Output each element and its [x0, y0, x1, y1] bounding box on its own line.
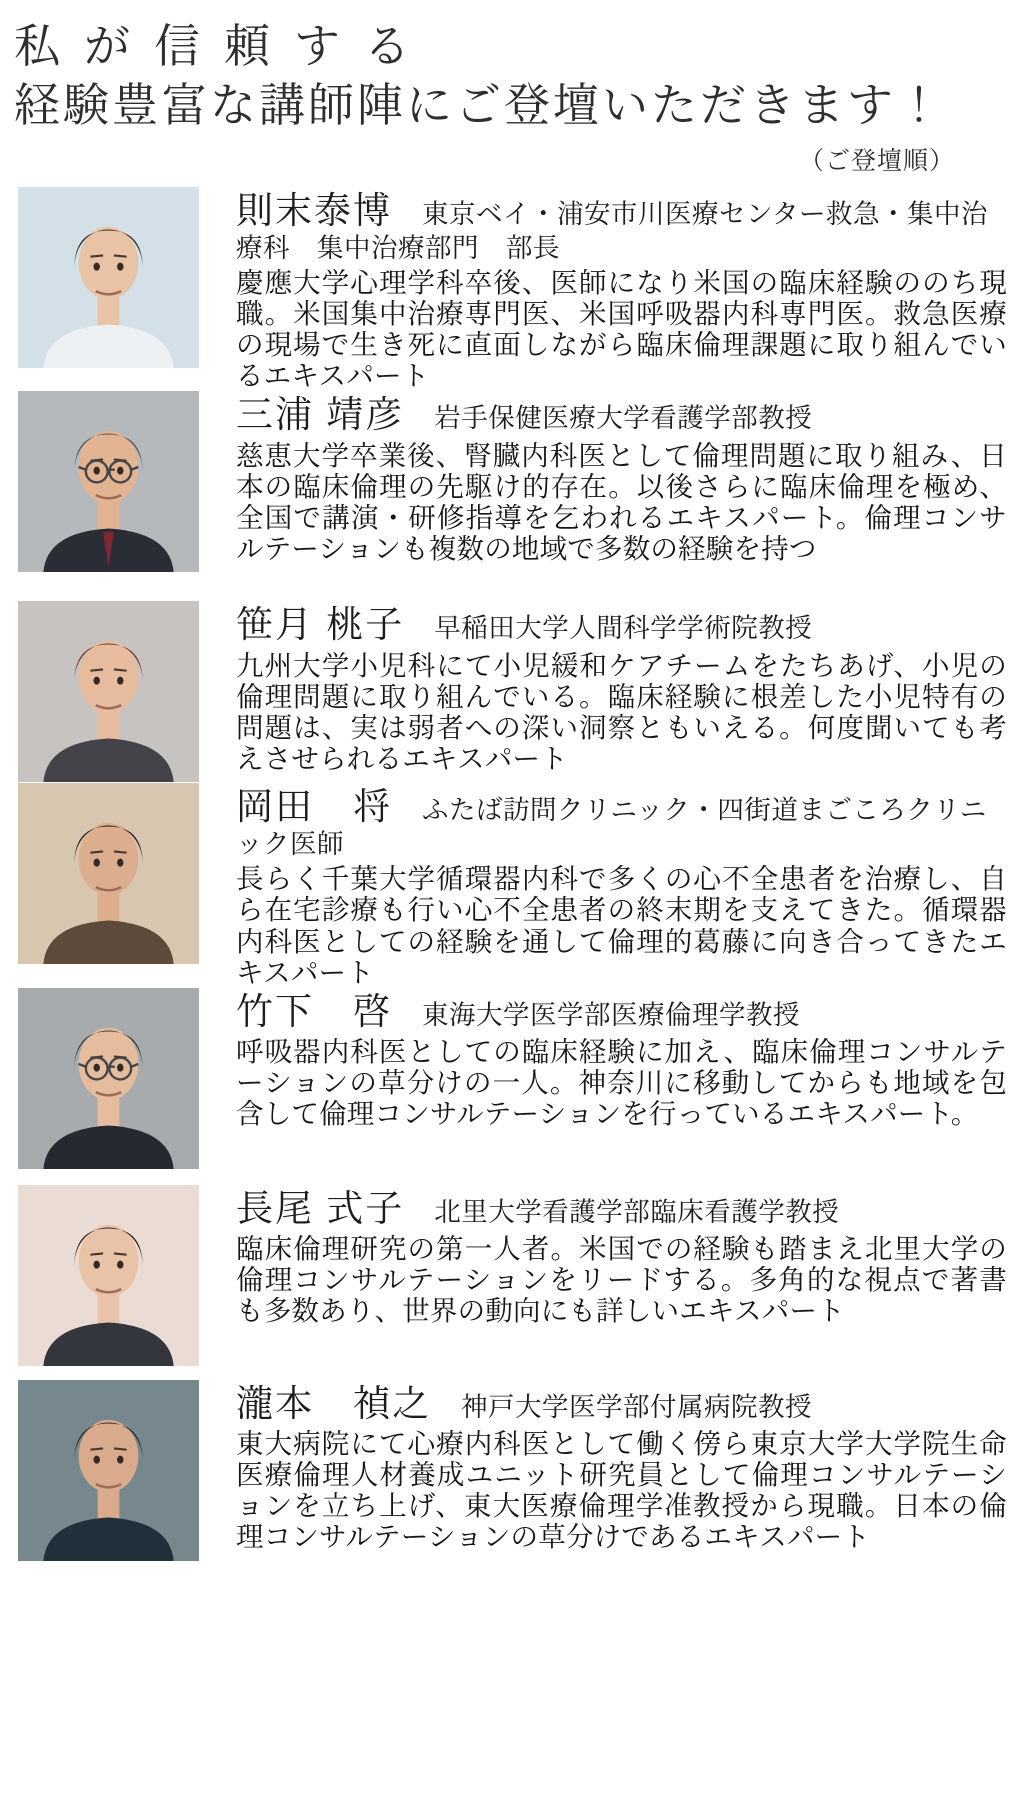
portrait-eye-left [93, 859, 100, 867]
portrait-eye-left [93, 677, 100, 685]
speaker-photo [18, 988, 199, 1169]
speaker-name-line [236, 785, 1007, 860]
speaker-bio: 呼吸器内科医としての臨床経験に加え、臨床倫理コンサルテーションの草分けの一人。神奈川に移動してからも地域を包含して倫理コンサルテーションを行っているエキスパート。 [236, 1036, 1007, 1130]
portrait-eye-right [117, 1063, 124, 1071]
speaker-info [236, 785, 1007, 987]
speaker-row-takeshita [18, 988, 1007, 1185]
speaker-affiliation: 岩手保健医療大学看護学部教授 [434, 403, 813, 434]
speaker-name: 岡田 将 [236, 786, 392, 828]
speaker-name-line [236, 393, 1007, 437]
speaker-row-okada [18, 783, 1007, 987]
speaker-name-line [236, 990, 1007, 1034]
speaker-bio: 長らく千葉大学循環器内科で多くの心不全患者を治療し、自ら在宅診療も行い心不全患者の終末期を支えてきた。循環器内科医としての経験を通して倫理的葛藤に向き合ってきたエキスパート [236, 863, 1007, 988]
portrait-eye-left [93, 1063, 100, 1071]
speaker-affiliation: 東海大学医学部医療倫理学教授 [422, 999, 800, 1030]
speaker-affiliation: 神戸大学医学部付属病院教授 [461, 1391, 812, 1422]
portrait-eye-right [117, 859, 124, 867]
speaker-name: 則末泰博 [236, 190, 392, 232]
order-note: （ご登壇順） [798, 147, 955, 176]
speaker-name: 瀧本 禎之 [236, 1382, 431, 1424]
speaker-affiliation: ふたば訪問クリニック・四街道まごころクリニック医師 [236, 795, 987, 860]
speaker-name-line [236, 189, 1007, 264]
portrait-eye-right [117, 263, 124, 271]
speaker-bio: 九州大学小児科にて小児緩和ケアチームをたちあげ、小児の倫理問題に取り組んでいる。臨床経験に根差した小児特有の問題は、実は弱者への深い洞察ともいえる。何度聞いても考えさせられるエキスパート [236, 650, 1007, 775]
speaker-affiliation: 東京ベイ・浦安市川医療センター救急・集中治療科 集中治療部門 部長 [236, 199, 988, 263]
speaker-info [236, 393, 1007, 564]
speaker-photo [18, 1380, 199, 1561]
speaker-photo [18, 601, 199, 782]
speaker-info [236, 990, 1007, 1130]
speakers-list [0, 187, 1013, 1579]
speaker-row-takimoto [18, 1380, 1007, 1580]
speaker-row-nagao [18, 1185, 1007, 1380]
speaker-bio: 慶應大学心理学科卒後、医師になり米国の臨床経験ののち現職。米国集中治療専門医、米国呼吸器内科専門医。救急医療の現場で生き死に直面しながら臨床倫理課題に取り組んでいるエキスパート [236, 267, 1007, 392]
speaker-name: 長尾 式子 [236, 1187, 405, 1229]
speaker-bio: 慈恵大学卒業後、腎臓内科医として倫理問題に取り組み、日本の臨床倫理の先駆け的存在。以後さらに臨床倫理を極め、全国で講演・研修指導を乞われるエキスパート。倫理コンサルテーションも複数の地域で多数の経験を持つ [236, 440, 1007, 565]
portrait-eye-left [93, 467, 100, 475]
speaker-photo [18, 391, 199, 572]
speaker-name-line [236, 1187, 1007, 1231]
portrait-eye-right [117, 1260, 124, 1268]
portrait-eye-left [93, 1455, 100, 1463]
portrait-eye-right [117, 1455, 124, 1463]
speaker-info [236, 1187, 1007, 1327]
speaker-name: 竹下 啓 [236, 990, 392, 1032]
speaker-bio: 東大病院にて心療内科医として働く傍ら東京大学大学院生命医療倫理人材養成ユニット研究員として倫理コンサルテーションを立ち上げ、東大医療倫理学准教授から現職。日本の倫理コンサルテーションの草分けであるエキスパート [236, 1428, 1007, 1553]
speaker-row-miura [18, 391, 1007, 601]
page-title-line2: 経験豊富な講師陣にご登壇いただきます！ [14, 78, 945, 131]
portrait-eye-left [93, 1260, 100, 1268]
speaker-name: 笹月 桃子 [236, 604, 405, 646]
speaker-info [236, 1382, 1007, 1553]
portrait-eye-right [117, 467, 124, 475]
speaker-info [236, 189, 1007, 391]
speaker-row-sasazuki [18, 601, 1007, 783]
speaker-name-line [236, 1382, 1007, 1426]
speaker-info [236, 603, 1007, 774]
portrait-eye-left [93, 263, 100, 271]
header [0, 0, 1013, 177]
speaker-affiliation: 北里大学看護学部臨床看護学教授 [434, 1196, 840, 1227]
page-title-line1: 私が信頼する [14, 20, 434, 72]
speaker-photo [18, 783, 199, 964]
speaker-name-line [236, 603, 1007, 647]
speaker-photo [18, 187, 199, 368]
speaker-name: 三浦 靖彦 [236, 394, 405, 436]
speaker-photo [18, 1185, 199, 1366]
speaker-row-norisue [18, 187, 1007, 391]
portrait-eye-right [117, 677, 124, 685]
speaker-affiliation: 早稲田大学人間科学学術院教授 [434, 613, 813, 644]
speaker-bio: 臨床倫理研究の第一人者。米国での経験も踏まえ北里大学の倫理コンサルテーションをリードする。多角的な視点で著書も多数あり、世界の動向にも詳しいエキスパート [236, 1233, 1007, 1327]
